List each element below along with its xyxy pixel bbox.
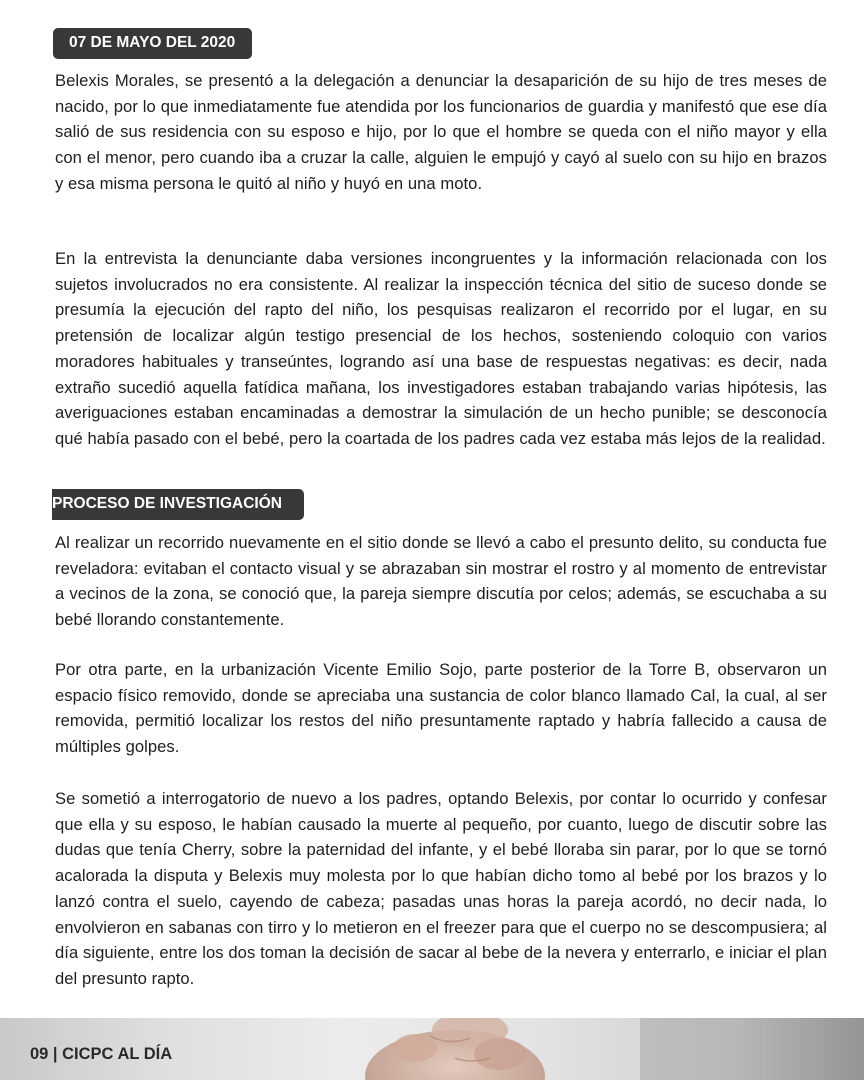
footer-page-label: 09 | CICPC AL DÍA: [30, 1045, 173, 1063]
date-tag: 07 DE MAYO DEL 2020: [53, 28, 252, 59]
paragraph-confession: Se sometió a interrogatorio de nuevo a los padres, optando Belexis, por contar lo ocurrido y confesar que ella y su esposo, le habían causado la muerte al pequeño, por cuanto, luego de discutir sobre las dudas que tenía Cherry, sobre la paternidad del infante, y el bebé lloraba sin parar, por lo que se tornó acalorada la disputa y Belexis muy molesta por lo que habían dicho tomo al bebé por los brazos y lo lanzó contra el suelo, cayendo de cabeza; pasadas unas horas la pareja acordó, no decir nada, lo envolvieron en sabanas con tirro y lo metieron en el freezer para que el cuerpo no se descompusiera; al día siguiente, entre los dos toman la decisión de sacar al bebe de la nevera y enterrarlo, e iniciar el plan del presunto rapto.: [55, 789, 827, 988]
paragraph-interview: En la entrevista la denunciante daba versiones incongruentes y la información relacionada con los sujetos involucrados no era consistente. Al realizar la inspección técnica del sitio de suceso donde se presumía la ejecución del rapto del niño, los pesquisas realizaron el recorrido por el lugar, en su pretensión de localizar algún testigo presencial de los hechos, sosteniendo coloquio con varios moradores habituales y transeúntes, logrando así una base de respuestas negativas: es decir, nada extraño sucedió aquella fatídica mañana, los investigadores estaban trabajando varias hipótesis, las averiguaciones estaban encaminadas a demostrar la simulación de un hecho punible; se desconocía qué había pasado con el bebé, pero la coartada de los padres cada vez estaba más lejos de la realidad.: [55, 249, 827, 448]
section-heading: PROCESO DE INVESTIGACIÓN: [52, 489, 304, 520]
paragraph-remains-found: Por otra parte, en la urbanización Vicente Emilio Sojo, parte posterior de la Torre B, observaron un espacio físico removido, donde se apreciaba una sustancia de color blanco llamado Cal, la cual, al ser removida, permitió localizar los restos del niño presuntamente raptado y habría fallecido a causa de múltiples golpes.: [55, 660, 827, 757]
paragraph-site-visit: Al realizar un recorrido nuevamente en el sitio donde se llevó a cabo el presunto delito, su conducta fue reveladora: evitaban el contacto visual y se abrazaban sin mostrar el rostro y al momento de entrevistar a vecinos de la zona, se conoció que, la pareja siempre discutía por celos; además, se escuchaba a su bebé llorando constantemente.: [55, 533, 827, 630]
paragraph-complaint: Belexis Morales, se presentó a la delegación a denunciar la desaparición de su hijo de tres meses de nacido, por lo que inmediatamente fue atendida por los funcionarios de guardia y manifestó que ese día salió de sus residencia con su esposo e hijo, por lo que el hombre se queda con el niño mayor y ella con el menor, pero cuando iba a cruzar la calle, alguien le empujó y cayó al suelo con su hijo en brazos y esa misma persona le quitó al niño y huyó en una moto.: [55, 71, 827, 193]
